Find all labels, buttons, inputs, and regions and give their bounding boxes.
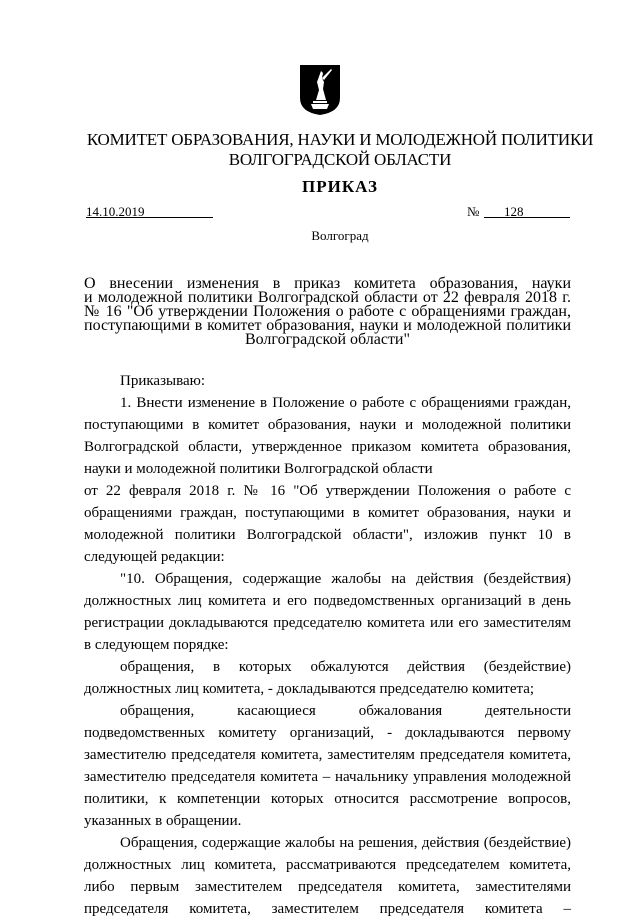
order-number: 128	[504, 204, 524, 219]
paragraph-4: обращения, касающиеся обжалования деятельности подведомственных комитету организаций, - докладываются первому заместителю председателя комитета, заместителям председателя комитета, заместителю председателя комитета – начальнику управления молодежной политики, к компетенции которых относится рассмотрение вопросов, указанных в обращении.	[84, 703, 571, 829]
coat-of-arms-emblem	[299, 64, 341, 116]
number-sign: №	[467, 204, 480, 219]
paragraph-1-continued: от 22 февраля 2018 г. № 16 "Об утверждении Положения о работе с обращениями граждан, поступающими в комитет образования, науки и молодежной политики Волгоградской области", изложив пункт 10 в следующей редакции:	[84, 483, 571, 565]
document-type-title: ПРИКАЗ	[302, 177, 378, 196]
subject-line: и молодежной политики Волгоградской области от 22 февраля 2018 г.	[84, 289, 571, 306]
paragraph-2: "10. Обращения, содержащие жалобы на действия (бездействия) должностных лиц комитета и его подведомственных организаций в день регистрации докладываются председателю комитета или его заместителям в следующем порядке:	[84, 571, 571, 653]
organization-name	[60, 130, 620, 170]
paragraph-1: 1. Внести изменение в Положение о работе с обращениями граждан, поступающими в комитет образования, науки и молодежной политики Волгоградской области, утвержденное приказом комитета образования, науки и молодежной политики Волгоградской области	[84, 395, 571, 477]
subject-line: О внесении изменения в приказ комитета образования, науки	[84, 275, 571, 292]
city-name: Волгоград	[311, 228, 369, 243]
order-word: Приказываю:	[120, 373, 205, 389]
subject-line: поступающими в комитет образования, науки и молодежной политики	[84, 317, 571, 334]
subject-line: № 16 "Об утверждении Положения о работе с обращениями граждан,	[84, 303, 571, 320]
organization-name-line1: КОМИТЕТ ОБРАЗОВАНИЯ, НАУКИ И МОЛОДЕЖНОЙ ПОЛИТИКИ	[86, 130, 594, 149]
order-date: 14.10.2019	[86, 204, 145, 219]
order-subject	[84, 277, 571, 347]
date-underline	[86, 217, 213, 218]
order-body	[84, 370, 571, 920]
number-underline	[484, 217, 570, 218]
paragraph-5: Обращения, содержащие жалобы на решения, действия (бездействие) должностных лиц комитета, рассматриваются председателем комитета, либо первым заместителем председателя комитета, заместителями председателя комитета, заместителем председателя комитета –	[84, 835, 571, 917]
subject-line: Волгоградской области"	[244, 331, 411, 348]
paragraph-3: обращения, в которых обжалуются действия (бездействие) должностных лиц комитета, - докладываются председателю комитета;	[84, 659, 571, 697]
organization-name-line2: ВОЛГОГРАДСКОЙ ОБЛАСТИ	[228, 150, 452, 169]
